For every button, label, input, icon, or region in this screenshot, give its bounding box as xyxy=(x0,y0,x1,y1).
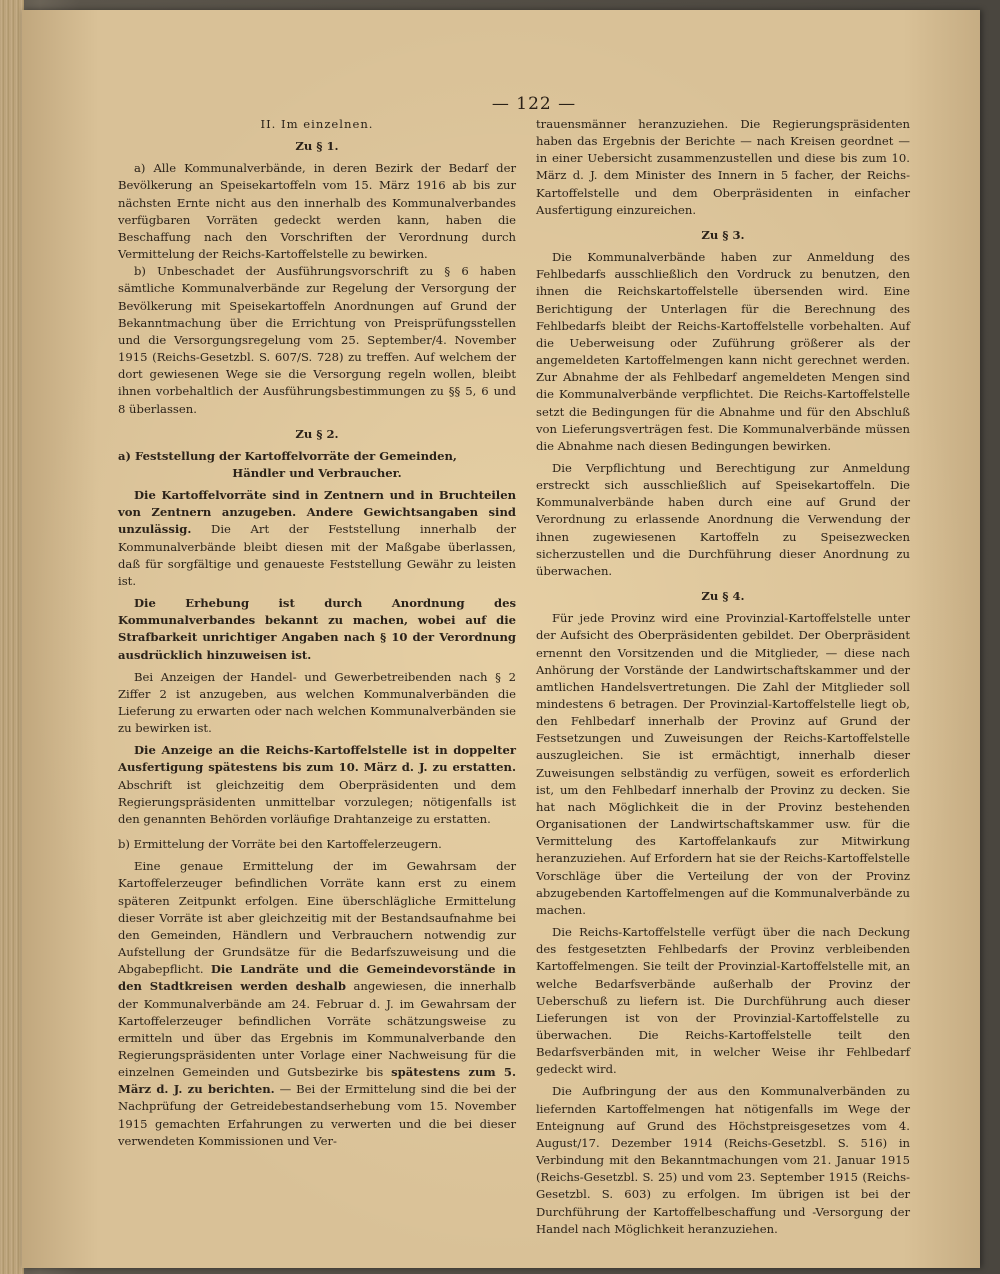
paragraph-zu1-a: a) Alle Kommunalverbände, in deren Bezirk der Bedarf der Bevölkerung an Speisekartoffeln vom 15. März 1916 ab bis zur nächsten Ernte nicht aus den innerhalb des Kommunalverbandes verfügbaren Vorräten gedeckt werden kann, haben die Beschaffung nach den Vorschriften der Verordnung durch Vermittelung der Reichs-Kartoffelstelle zu bewirken. xyxy=(118,161,516,262)
section-title: II. Im einzelnen. xyxy=(260,117,374,131)
bold-text: spätestens zum 5. März d. J. zu berichten. xyxy=(118,1065,516,1097)
paragraph-zu2-a-1 xyxy=(118,487,516,590)
bold-text: Die Anzeige an die Reichs-Kartoffelstelle ist in doppelter Ausfertigung spätestens bis zum 10. März d. J. zu erstatten. xyxy=(118,743,516,775)
paragraph-zu2-b-1 xyxy=(118,858,516,1150)
subheading-zu2-a-line1: a) Feststellung der Kartoffelvorräte der Gemeinden, xyxy=(118,448,457,463)
page-number: — 122 — xyxy=(491,94,577,114)
text: Die Art der Feststellung innerhalb der Kommunalverbände bleibt diesen mit der Maßgabe überlassen, daß für sorgfältige und genaueste Feststellung Gewähr zu leisten ist. xyxy=(118,522,516,588)
paragraph-zu4-2: Die Reichs-Kartoffelstelle verfügt über die nach Deckung des festgesetzten Fehlbedarfs der Provinz verbleibenden Kartoffelmengen. Sie teilt der Provinzial-Kartoffelstelle mit, an welche Bedarfsverbände außerhalb der Provinz der Ueberschuß zu liefern ist. Die Durchführung auch dieser Lieferungen ist von der Provinzial-Kartoffelstelle zu überwachen. Die Reichs-Kartoffelstelle teilt den Bedarfsverbänden mit, in welcher Weise ihr Fehlbedarf gedeckt wird. xyxy=(536,925,910,1077)
paragraph-zu3-2: Die Verpflichtung und Berechtigung zur Anmeldung erstreckt sich ausschließlich auf Speisekartoffeln. Die Kommunalverbände haben durch eine auf Grund der Verordnung zu erlassende Anordnung die Verwendung der ihnen zugewiesenen Kartoffeln zu Speisezwecken sicherzustellen und die Durchführung dieser Anordnung zu überwachen. xyxy=(536,460,910,578)
heading-zu-2: Zu § 2. xyxy=(295,426,339,441)
heading-zu-1: Zu § 1. xyxy=(295,139,339,154)
bold-text: Die Landräte und die Gemeindevorstände in den Stadtkreisen werden deshalb xyxy=(118,962,516,994)
bold-text: Die Erhebung ist durch Anordnung des Kommunalverbandes bekannt zu machen, wobei auf die Strafbarkeit unrichtiger Angaben nach § 10 der Verordnung ausdrücklich hinzuweisen ist. xyxy=(118,596,516,662)
paragraph-zu2-a-2 xyxy=(118,595,516,664)
left-column xyxy=(118,116,516,1150)
bold-text: Die Kartoffelvorräte sind in Zentnern und in Bruchteilen von Zentnern anzugeben. Andere Gewichtsangaben sind unzulässig. xyxy=(118,488,516,537)
text: — Bei der Ermittelung sind die bei der Nachprüfung der Getreidebestandserhebung vom 15. November 1915 gemachten Erfahrungen zu verwerten und die bei dieser verwendeten Kommissionen und Ver- xyxy=(118,1082,516,1148)
paragraph-zu3-1: Die Kommunalverbände haben zur Anmeldung des Fehlbedarfs ausschließlich den Vordruck zu benutzen, den ihnen die Reichskartoffelstelle übersenden wird. Eine Berichtigung der Unterlagen für die Berechnung des Fehlbedarfs bleibt der Reichs-Kartoffelstelle vorbehalten. Auf die Ueberweisung oder Zuführung größerer als der angemeldeten Kartoffelmengen kann nicht gerechnet werden. Zur Abnahme der als Fehlbedarf angemeldeten Mengen sind die Kommunalverbände verpflichtet. Die Reichs-Kartoffelstelle setzt die Bedingungen für die Abnahme und für den Abschluß von Lieferungsverträgen fest. Die Kommunalverbände müssen die Abnahme nach diesen Bedingungen bewirken. xyxy=(536,250,910,453)
subheading-zu2-b: b) Ermittelung der Vorräte bei den Kartoffelerzeugern. xyxy=(118,837,442,852)
text: angewiesen, die innerhalb der Kommunalverbände am 24. Februar d. J. im Gewahrsam der Kartoffelerzeuger befindlichen Vorräte schätzungsweise zu ermitteln und über das Ergebnis im Kommunalverbande den Regierungspräsidenten unter Vorlage einer Nachweisung für die einzelnen Gemeinden und Gutsbezirke bis xyxy=(118,979,516,1080)
paragraph-zu2-a-4 xyxy=(118,742,516,828)
paragraph-zu1-b: b) Unbeschadet der Ausführungsvorschrift zu § 6 haben sämtliche Kommunalverbände zur Regelung der Versorgung der Bevölkerung mit Speisekartoffeln Anordnungen auf Grund der Bekanntmachung über die Errichtung von Preisprüfungsstellen und die Versorgungsregelung vom 25. September/4. November 1915 (Reichs-Gesetzbl. S. 607/S. 728) zu treffen. Auf welchem der dort gewiesenen Wege sie die Versorgung regeln wollen, bleibt ihnen vorbehaltlich der Ausführungsbestimmungen zu §§ 5, 6 und 8 überlassen. xyxy=(118,264,516,416)
paragraph-continuation: trauensmänner heranzuziehen. Die Regierungspräsidenten haben das Ergebnis der Berichte — nach Kreisen geordnet — in einer Uebersicht zusammenzustellen und diese bis zum 10. März d. J. dem Minister des Innern in 5 facher, der Reichs-Kartoffelstelle und dem Oberpräsidenten in einfacher Ausfertigung einzureichen. xyxy=(536,117,910,217)
paragraph-zu4-1: Für jede Provinz wird eine Provinzial-Kartoffelstelle unter der Aufsicht des Oberpräsidenten gebildet. Der Oberpräsident ernennt den Vorsitzenden und die Mitglieder, — diese nach Anhörung der Vorstände der Landwirtschaftskammer und der amtlichen Handelsvertretungen. Die Zahl der Mitglieder soll mindestens 6 betragen. Der Provinzial-Kartoffelstelle liegt ob, den Fehlbedarf innerhalb der Provinz auf Grund der Festsetzungen und Zuweisungen der Reichs-Kartoffelstelle auszugleichen. Sie ist ermächtigt, innerhalb dieser Zuweisungen selbständig zu verfügen, soweit es erforderlich ist, um den Fehlbedarf innerhalb der Provinz zu decken. Sie hat nach Möglichkeit die in der Provinz bestehenden Organisationen der Landwirtschaftskammer usw. für die Vermittelung des Kartoffelankaufs zur Mitwirkung heranzuziehen. Auf Erfordern hat sie der Reichs-Kartoffelstelle Vorschläge über die Verteilung der von der Provinz abzugebenden Kartoffelmengen auf die Kommunalverbände zu machen. xyxy=(536,611,910,917)
paragraph-zu4-3: Die Aufbringung der aus den Kommunalverbänden zu liefernden Kartoffelmengen hat nötigenfalls im Wege der Enteignung auf Grund des Höchstpreisgesetzes vom 4. August/17. Dezember 1914 (Reichs-Gesetzbl. S. 516) in Verbindung mit den Bekanntmachungen vom 21. Januar 1915 (Reichs-Gesetzbl. S. 25) und vom 23. September 1915 (Reichs-Gesetzbl. S. 603) zu erfolgen. Im übrigen ist bei der Durchführung der Kartoffelbeschaffung und -Versorgung der Handel nach Möglichkeit heranzuziehen. xyxy=(536,1084,910,1236)
text: Eine genaue Ermittelung der im Gewahrsam der Kartoffelerzeuger befindlichen Vorräte kann erst zu einem späteren Zeitpunkt erfolgen. Eine überschlägliche Ermittelung dieser Vorräte ist aber gleichzeitig mit der Bestandsaufnahme bei den Gemeinden, Händlern und Verbrauchern notwendig zur Aufstellung der Grundsätze für die Bedarfszuweisung und die Abgabepflicht. xyxy=(118,859,516,977)
heading-zu-3: Zu § 3. xyxy=(701,227,745,242)
subheading-zu2-a-line2: Händler und Verbraucher. xyxy=(232,465,402,480)
page-edges xyxy=(0,0,24,1274)
paragraph-zu2-a-3: Bei Anzeigen der Handel- und Gewerbetreibenden nach § 2 Ziffer 2 ist anzugeben, aus welchen Kommunalverbänden die Lieferung zu erwarten oder nach welchen Kommunalverbänden sie zu bewirken ist. xyxy=(118,669,516,736)
text: Abschrift ist gleichzeitig dem Oberpräsidenten und dem Regierungspräsidenten unmittelbar vorzulegen; nötigenfalls ist den genannten Behörden vorläufige Drahtanzeige zu erstatten. xyxy=(118,777,516,826)
heading-zu-4: Zu § 4. xyxy=(701,589,745,604)
right-column xyxy=(536,116,910,1238)
